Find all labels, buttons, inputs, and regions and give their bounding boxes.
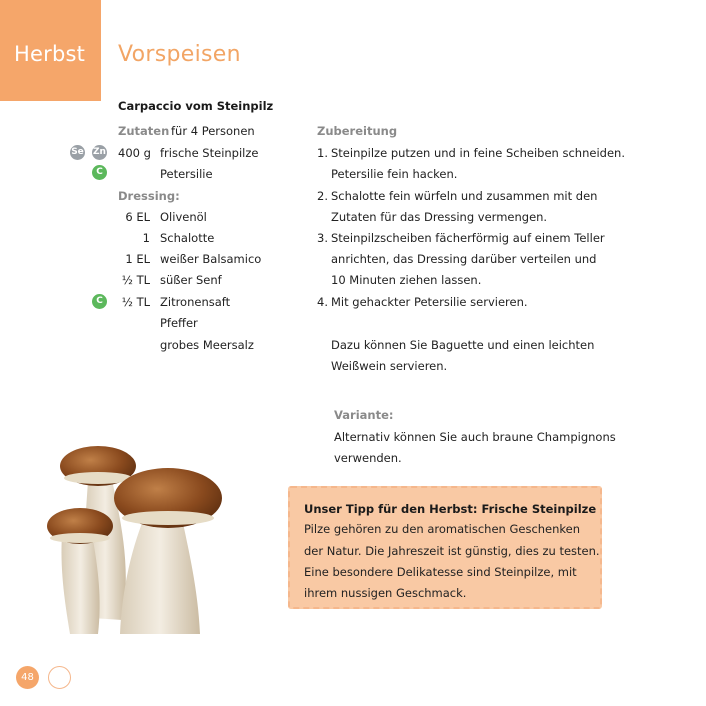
selenium-badge-icon: Se <box>70 145 85 160</box>
step-number: 2. <box>317 189 328 203</box>
dressing-item: Zitronensaft <box>160 295 231 309</box>
tip-line: Pilze gehören zu den aromatischen Geschenken <box>304 522 581 536</box>
tip-line: ihrem nussigen Geschmack. <box>304 586 467 600</box>
tip-line: Eine besondere Delikatesse sind Steinpilze, mit <box>304 565 577 579</box>
tip-title: Unser Tipp für den Herbst: Frische Steinpilze <box>304 502 597 516</box>
dressing-qty: ½ TL <box>121 273 150 287</box>
dressing-item: Pfeffer <box>160 316 198 330</box>
step-line: anrichten, das Dressing darüber verteilen und <box>331 252 597 266</box>
porcini-mushrooms-image <box>40 438 230 638</box>
step-number: 3. <box>317 231 328 245</box>
zinc-badge-icon: Zn <box>92 145 107 160</box>
ingredient-item: Petersilie <box>160 167 213 181</box>
dressing-item: weißer Balsamico <box>160 252 262 266</box>
dressing-item: Schalotte <box>160 231 215 245</box>
dressing-qty: 1 <box>142 231 150 245</box>
tip-box <box>288 486 602 609</box>
dressing-item: süßer Senf <box>160 273 222 287</box>
season-label: Herbst <box>14 42 86 66</box>
dressing-item: grobes Meersalz <box>160 338 254 352</box>
step-line: Mit gehackter Petersilie servieren. <box>331 295 528 309</box>
step-line: Schalotte fein würfeln und zusammen mit den <box>331 189 598 203</box>
dressing-qty: 6 EL <box>125 210 150 224</box>
step-line: 10 Minuten ziehen lassen. <box>331 273 482 287</box>
section-title: Vorspeisen <box>118 42 241 67</box>
step-number: 4. <box>317 295 328 309</box>
ingredient-item: frische Steinpilze <box>160 146 259 160</box>
variant-heading: Variante: <box>334 408 394 422</box>
variant-line: Alternativ können Sie auch braune Champignons <box>334 430 616 444</box>
page-circle-decoration <box>48 666 71 689</box>
ingredient-qty: 400 g <box>118 146 151 160</box>
step-line: Steinpilzscheiben fächerförmig auf einem Teller <box>331 231 605 245</box>
servings-text: für 4 Personen <box>171 124 255 138</box>
dressing-item: Olivenöl <box>160 210 207 224</box>
serving-note: Weißwein servieren. <box>331 359 448 373</box>
dressing-qty: ½ TL <box>121 295 150 309</box>
vitamin-c-badge-icon: C <box>92 294 107 309</box>
prep-heading: Zubereitung <box>317 124 398 138</box>
recipe-title: Carpaccio vom Steinpilz <box>118 99 274 113</box>
dressing-heading: Dressing: <box>118 189 180 203</box>
vitamin-c-badge-icon: C <box>92 165 107 180</box>
ingredients-heading: Zutaten <box>118 124 170 138</box>
step-line: Petersilie fein hacken. <box>331 167 458 181</box>
dressing-qty: 1 EL <box>125 252 150 266</box>
variant-line: verwenden. <box>334 451 402 465</box>
tip-line: der Natur. Die Jahreszeit ist günstig, dies zu testen. <box>304 544 600 558</box>
serving-note: Dazu können Sie Baguette und einen leichten <box>331 338 595 352</box>
step-line: Zutaten für das Dressing vermengen. <box>331 210 548 224</box>
step-line: Steinpilze putzen und in feine Scheiben schneiden. <box>331 146 625 160</box>
page-number: 48 <box>16 666 39 689</box>
step-number: 1. <box>317 146 328 160</box>
